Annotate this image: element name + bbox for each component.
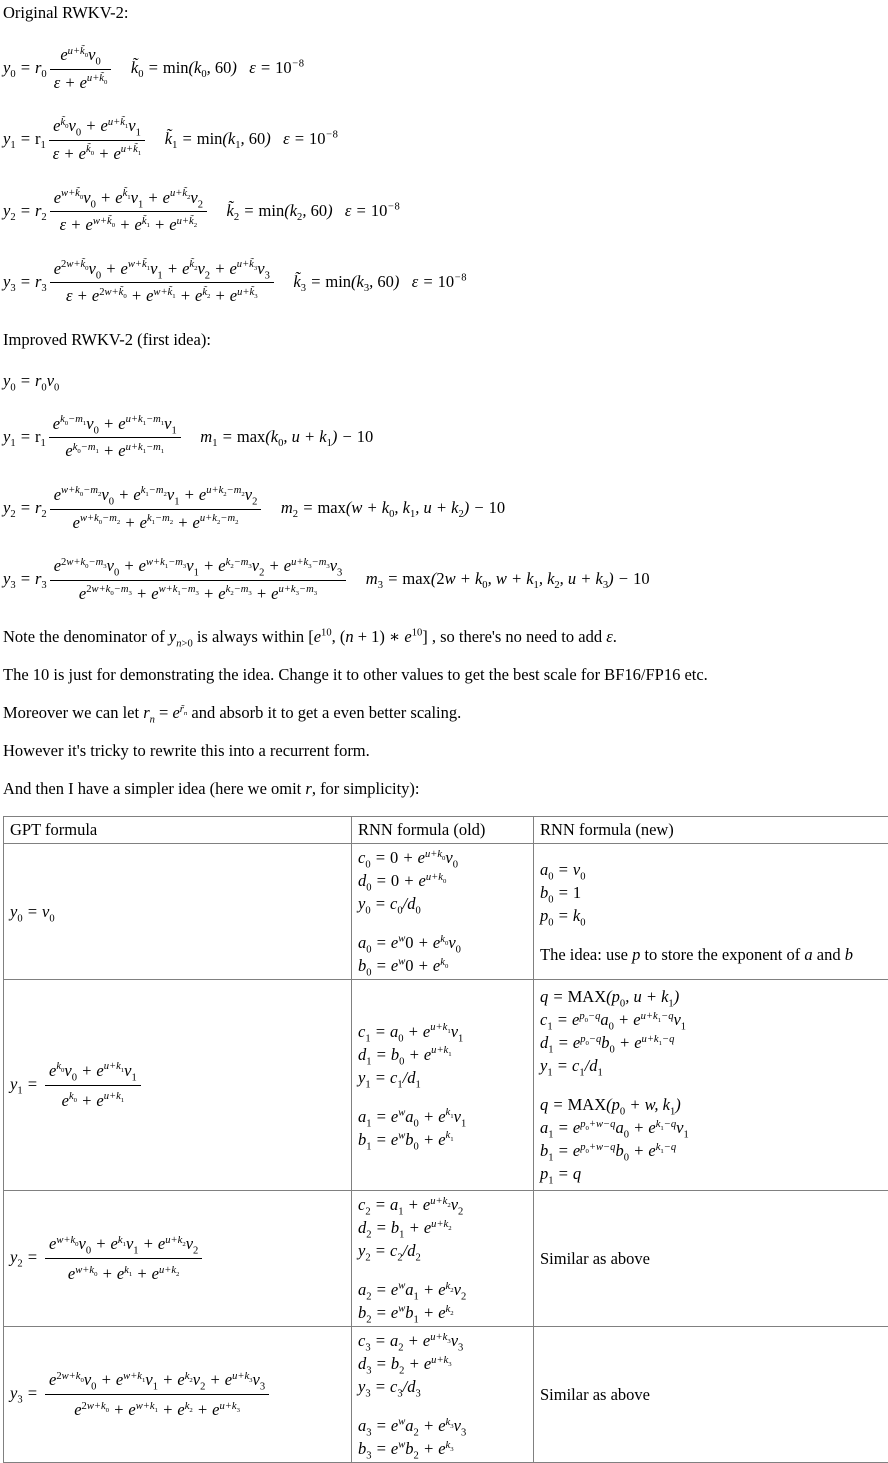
formula-line: [540, 1077, 882, 1093]
formula-line: $a_2 = e^wa_1 + e^{k_2}v_2$: [358, 1278, 527, 1301]
table-row-2: [4, 1191, 888, 1327]
formula-line: $b_0 = 1$: [540, 881, 882, 904]
column-header-rnn-formula-new: RNN formula (new): [534, 817, 888, 844]
column-header-gpt-formula: GPT formula: [4, 817, 352, 844]
table-header-row: [4, 817, 888, 844]
formula-line: [358, 1262, 527, 1278]
display-formula-2: $y_1 = r_1$ $\frac{e^{k̃_0}v_0 + e^{u+k̃_1}v_1}{\varepsilon + e^{k̃_0} + e^{u+k̃_1}}$ $k̃_1 = \min(k_1$, 60) $\varepsilon = 10^{-8}$: [3, 115, 888, 165]
formula-line: $a_0 = v_0$: [540, 858, 882, 881]
table-cell-rnn-formula-old: [352, 1191, 534, 1327]
table-row-1: [4, 980, 888, 1191]
table-cell-gpt-formula: [4, 1191, 352, 1327]
formula-line: The idea: use p to store the exponent of a and b: [540, 943, 882, 966]
table-cell-rnn-formula-old: [352, 1327, 534, 1463]
formula-line: $y_0 = v_0$: [10, 900, 345, 923]
document-flow: [3, 2, 888, 799]
formula-line: $a_1 = e^wa_0 + e^{k_1}v_1$: [358, 1105, 527, 1128]
display-formula-9: $y_3 = r_3$ $\frac{e^{2w+k_0-m_3}v_0 + e^{w+k_1-m_3}v_1 + e^{k_2-m_3}v_2 + e^{u+k_3-m_3}v_3}{e^{2w+k_0-m_3} + e^{w+k_1-m_3} + e^{k_2-m_3} + e^{u+k_3-m_3}}$ $m_3 = \max(2w + k_0$, $w + k_1$, $k_2$, $u + k_3) - 10$: [3, 555, 888, 605]
column-header-rnn-formula-old: RNN formula (old): [352, 817, 534, 844]
table-cell-rnn-formula-new: [534, 844, 888, 980]
formula-line: Similar as above: [540, 1383, 882, 1406]
table-cell-rnn-formula-new: [534, 1191, 888, 1327]
formula-line: $y_1 = c_1/d_1$: [358, 1066, 527, 1089]
formula-line: $d_2 = b_1 + e^{u+k_2}$: [358, 1216, 527, 1239]
formula-line: $p_1 = q$: [540, 1162, 882, 1185]
formula-line: $d_1 = b_0 + e^{u+k_1}$: [358, 1043, 527, 1066]
table-cell-gpt-formula: [4, 1327, 352, 1463]
formula-line: $y_1 = c_1/d_1$: [540, 1054, 882, 1077]
formula-line: $y_0 = c_0/d_0$: [358, 892, 527, 915]
formula-table-body: [4, 844, 888, 1463]
table-cell-gpt-formula: [4, 844, 352, 980]
formula-line: [540, 927, 882, 943]
formula-line: $d_0 = 0 + e^{u+k_0}$: [358, 869, 527, 892]
paragraph-11: The 10 is just for demonstrating the idea. Change it to other values to get the best scale for BF16/FP16 etc.: [3, 664, 888, 685]
formula-line: $y_1$ = $\frac{e^{k_0}v_0 + e^{u+k_1}v_1}{e^{k_0} + e^{u+k_1}}$: [10, 1058, 345, 1113]
formula-line: $b_2 = e^wb_1 + e^{k_2}$: [358, 1301, 527, 1324]
table-cell-rnn-formula-old: [352, 844, 534, 980]
formula-line: $y_3 = c_3/d_3$: [358, 1375, 527, 1398]
formula-line: Similar as above: [540, 1247, 882, 1270]
formula-line: [358, 915, 527, 931]
formula-line: $c_1 = a_0 + e^{u+k_1}v_1$: [358, 1020, 527, 1043]
formula-line: $c_3 = a_2 + e^{u+k_3}v_3$: [358, 1329, 527, 1352]
paragraph-5: Improved RWKV-2 (first idea):: [3, 329, 888, 350]
formula-line: $p_0 = k_0$: [540, 904, 882, 927]
display-formula-6: $y_0 = r_0v_0$: [3, 371, 888, 392]
formula-line: $q = MAX(p_0 + w$, $k_1$): [540, 1093, 882, 1116]
display-formula-1: $y_0 = r_0$ $\frac{e^{u+k̃_0}v_0}{\varepsilon + e^{u+k̃_0}}$ $k̃_0 = \min(k_0$, 60) $\varepsilon = 10^{-8}$: [3, 44, 888, 94]
table-cell-gpt-formula: [4, 980, 352, 1191]
formula-line: $y_3$ = $\frac{e^{2w+k_0}v_0 + e^{w+k_1}v_1 + e^{k_2}v_2 + e^{u+k_3}v_3}{e^{2w+k_0} + e^{w+k_1} + e^{k_2} + e^{u+k_3}}$: [10, 1367, 345, 1422]
formula-line: $c_0 = 0 + e^{u+k_0}v_0$: [358, 846, 527, 869]
formula-line: $c_1 = e^{p_0-q}a_0 + e^{u+k_1-q}v_1$: [540, 1008, 882, 1031]
formula-line: $a_3 = e^wa_2 + e^{k_3}v_3$: [358, 1414, 527, 1437]
formula-line: [358, 1398, 527, 1414]
formula-line: $b_0 = e^w0 + e^{k_0}$: [358, 954, 527, 977]
paragraph-14: And then I have a simpler idea (here we omit r, for simplicity):: [3, 778, 888, 799]
formula-line: $d_1 = e^{p_0-q}b_0 + e^{u+k_1-q}$: [540, 1031, 882, 1054]
formula-line: $b_1 = e^{p_0+w-q}b_0 + e^{k_1-q}$: [540, 1139, 882, 1162]
formula-line: $q = MAX(p_0$, $u + k_1$): [540, 985, 882, 1008]
display-formula-8: $y_2 = r_2$ $\frac{e^{w+k_0-m_2}v_0 + e^{k_1-m_2}v_1 + e^{u+k_2-m_2}v_2}{e^{w+k_0-m_2} + e^{k_1-m_2} + e^{u+k_2-m_2}}$ $m_2 = \max(w + k_0$, $k_1$, $u + k_2) - 10$: [3, 484, 888, 534]
formula-table: [3, 816, 888, 1463]
formula-line: $c_2 = a_1 + e^{u+k_2}v_2$: [358, 1193, 527, 1216]
formula-line: [358, 1089, 527, 1105]
formula-line: $d_3 = b_2 + e^{u+k_3}$: [358, 1352, 527, 1375]
display-formula-3: $y_2 = r_2$ $\frac{e^{w+k̃_0}v_0 + e^{k̃_1}v_1 + e^{u+k̃_2}v_2}{\varepsilon + e^{w+k̃_0} + e^{k̃_1} + e^{u+k̃_2}}$ $k̃_2 = \min(k_2$, 60) $\varepsilon = 10^{-8}$: [3, 187, 888, 237]
paragraph-0: Original RWKV-2:: [3, 2, 888, 23]
formula-line: $a_1 = e^{p_0+w-q}a_0 + e^{k_1-q}v_1$: [540, 1116, 882, 1139]
table-cell-rnn-formula-new: [534, 980, 888, 1191]
formula-line: $y_2 = c_2/d_2$: [358, 1239, 527, 1262]
table-cell-rnn-formula-old: [352, 980, 534, 1191]
display-formula-4: $y_3 = r_3$ $\frac{e^{2w+k̃_0}v_0 + e^{w+k̃_1}v_1 + e^{k̃_2}v_2 + e^{u+k̃_3}v_3}{\varepsilon + e^{2w+k̃_0} + e^{w+k̃_1} + e^{k̃_2} + e^{u+k̃_3}}$ $k̃_3 = \min(k_3$, 60) $\varepsilon = 10^{-8}$: [3, 258, 888, 308]
table-row-3: [4, 1327, 888, 1463]
formula-line: $a_0 = e^w0 + e^{k_0}v_0$: [358, 931, 527, 954]
table-cell-rnn-formula-new: [534, 1327, 888, 1463]
formula-line: $b_1 = e^wb_0 + e^{k_1}$: [358, 1128, 527, 1151]
table-row-0: [4, 844, 888, 980]
paragraph-12: Moreover we can let $r_n = e^{r̃_n}$ and absorb it to get a even better scaling.: [3, 702, 888, 723]
display-formula-7: $y_1 = r_1$ $\frac{e^{k_0-m_1}v_0 + e^{u+k_1-m_1}v_1}{e^{k_0-m_1} + e^{u+k_1-m_1}}$ $m_1 = \max(k_0$, $u + k_1) - 10$: [3, 413, 888, 463]
formula-line: $b_3 = e^wb_2 + e^{k_3}$: [358, 1437, 527, 1460]
formula-line: $y_2$ = $\frac{e^{w+k_0}v_0 + e^{k_1}v_1 + e^{u+k_2}v_2}{e^{w+k_0} + e^{k_1} + e^{u+k_2}}$: [10, 1231, 345, 1286]
paragraph-13: However it's tricky to rewrite this into a recurrent form.: [3, 740, 888, 761]
paragraph-10: Note the denominator of $y_{n>0}$ is always within [$e^{10}$, (n + 1) ∗ $e^{10}$] , so there's no need to add ε.: [3, 626, 888, 647]
